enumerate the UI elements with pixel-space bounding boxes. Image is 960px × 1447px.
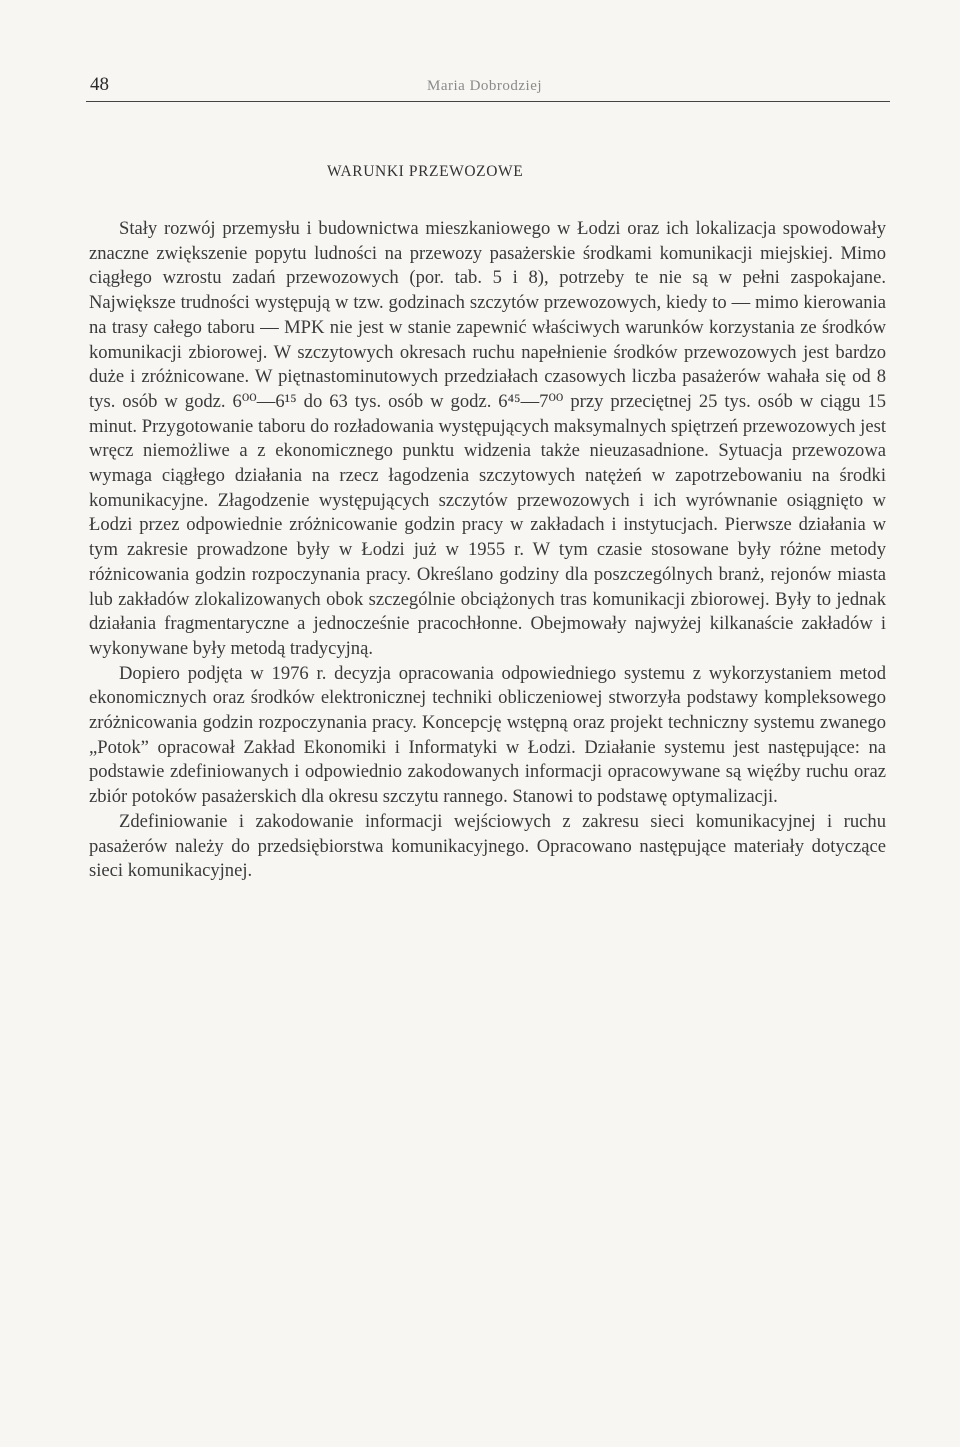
page-number: 48: [90, 74, 109, 95]
header-rule: [86, 101, 890, 102]
paragraph: Dopiero podjęta w 1976 r. decyzja opracowania odpowiedniego systemu z wykorzystaniem metod ekonomicznych oraz środków elektronicznej techniki obliczeniowej stworzyła podstawy kompleksowego zróżnicowania godzin rozpoczynania pracy. Koncepcję wstępną oraz projekt techniczny systemu zwanego „Potok” opracował Zakład Ekonomiki i Informatyki w Łodzi. Działanie systemu jest następujące: na podstawie zdefiniowanych i odpowiednio zakodowanych informacji opracowywane są więźby ruchu oraz zbiór potoków pasażerskich dla okresu szczytu rannego. Stanowi to podstawę optymalizacji.: [89, 662, 886, 808]
running-head-author: Maria Dobrodziej: [427, 78, 543, 94]
paragraph: Zdefiniowanie i zakodowanie informacji wejściowych z zakresu sieci komunikacyjnej i ruchu pasażerów należy do przedsiębiorstwa komunikacyjnego. Opracowano następujące materiały dotyczące sieci komunikacyjnej.: [89, 810, 886, 882]
page-header: [90, 72, 890, 102]
section-title: WARUNKI PRZEWOZOWE: [327, 163, 524, 180]
body-text: [89, 217, 886, 884]
paragraph: Stały rozwój przemysłu i budownictwa mieszkaniowego w Łodzi oraz ich lokalizacja spowodowały znaczne zwiększenie popytu ludności na przewozy pasażerskie środkami komunikacji miejskiej. Mimo ciągłego wzrostu zadań przewozowych (por. tab. 5 i 8), potrzeby te nie są w pełni zaspokajane. Największe trudności występują w tzw. godzinach szczytów przewozowych, kiedy to — mimo kierowania na trasy całego taboru — MPK nie jest w stanie zapewnić właściwych warunków korzystania ze środków komunikacji zbiorowej. W szczytowych okresach ruchu napełnienie środków przewozowych jest bardzo duże i zróżnicowane. W piętnastominutowych przedziałach czasowych liczba pasażerów wahała się od 8 tys. osób w godz. 6⁰⁰—6¹⁵ do 63 tys. osób w godz. 6⁴⁵—7⁰⁰ przy przeciętnej 25 tys. osób w ciągu 15 minut. Przygotowanie taboru do rozładowania występujących maksymalnych spiętrzeń przewozowych jest wręcz niemożliwe a z ekonomicznego punktu widzenia także nieuzasadnione. Sytuacja przewozowa wymaga ciągłego działania na rzecz łagodzenia szczytowych natężeń w zapotrzebowaniu na środki komunikacyjne. Złagodzenie występujących szczytów przewozowych i ich wyrównanie osiągnięto w Łodzi przez odpowiednie zróżnicowanie godzin pracy w zakładach i instytucjach. Pierwsze działania w tym zakresie prowadzone były w Łodzi już w 1955 r. W tym czasie stosowane były różne metody różnicowania godzin rozpoczynania pracy. Określano godziny dla poszczególnych branż, rejonów miasta lub zakładów zlokalizowanych obok szczególnie obciążonych tras komunikacji zbiorowej. Były to jednak działania fragmentaryczne a jednocześnie pracochłonne. Obejmowały najwyżej kilkanaście zakładów i wykonywane były metodą tradycyjną.: [89, 218, 886, 659]
